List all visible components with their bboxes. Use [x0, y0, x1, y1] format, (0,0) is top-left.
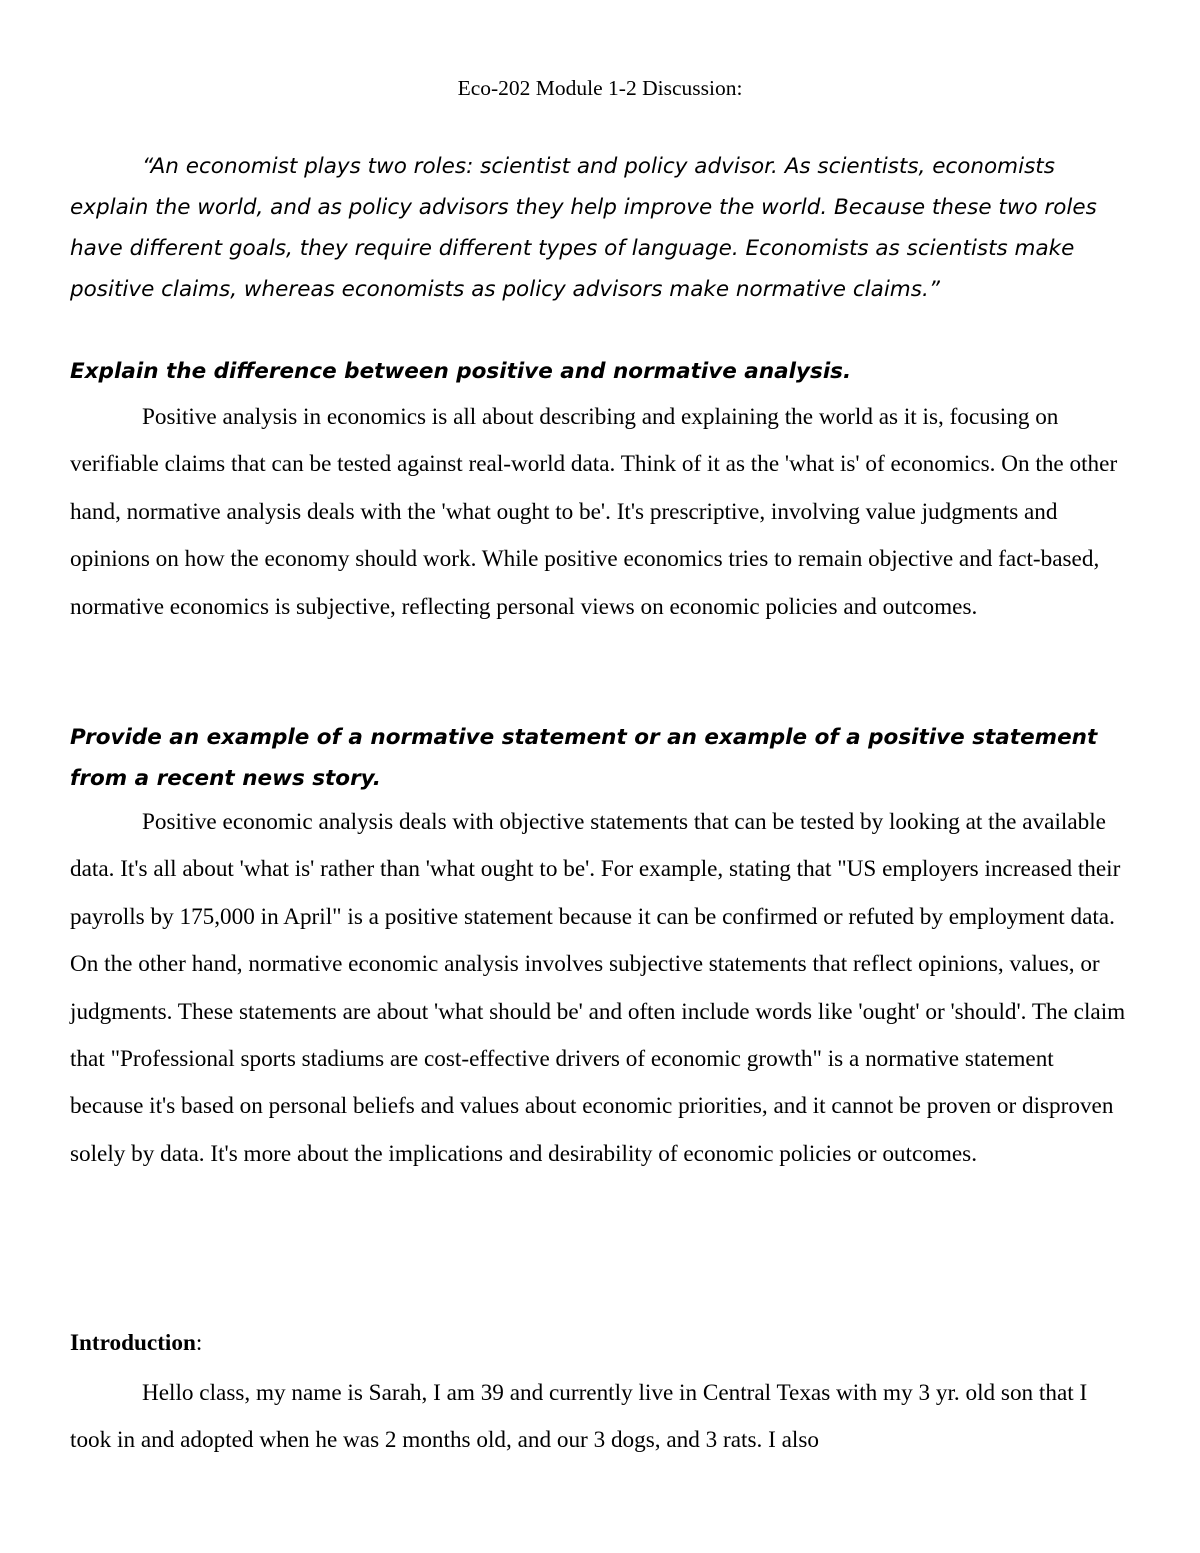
introduction-colon: :	[195, 1330, 203, 1356]
question-2: Provide an example of a normative statement or an example of a positive statement from a recent news story.	[70, 725, 1098, 791]
introduction-label: Introduction	[70, 1330, 196, 1356]
document-page	[70, 0, 1130, 1553]
introduction-text: Hello class, my name is Sarah, I am 39 and currently live in Central Texas with my 3 yr. old son that I took in and adopted when he was 2 months old, and our 3 dogs, and 3 rats. I also	[70, 1380, 1088, 1454]
question-1: Explain the difference between positive and normative analysis.	[70, 359, 852, 384]
answer-2: Positive economic analysis deals with objective statements that can be tested by looking at the available data. It's all about 'what is' rather than 'what ought to be'. For example, stating that "US employers increased their payrolls by 175,000 in April" is a positive statement because it can be confirmed or refuted by employment data. On the other hand, normative economic analysis involves subjective statements that reflect opinions, values, or judgments. These statements are about 'what should be' and often include words like 'ought' or 'should'. The claim that "Professional sports stadiums are cost-effective drivers of economic growth" is a normative statement because it's based on personal beliefs and values about economic priorities, and it cannot be proven or disproven solely by data. It's more about the implications and desirability of economic policies or outcomes.	[70, 809, 1126, 1167]
introduction-heading	[70, 1320, 202, 1367]
answer-1: Positive analysis in economics is all about describing and explaining the world as it is, focusing on verifiable claims that can be tested against real-world data. Think of it as the 'what is' of economics. On the other hand, normative analysis deals with the 'what ought to be'. It's prescriptive, involving value judgments and opinions on how the economy should work. While positive economics tries to remain objective and fact-based, normative economics is subjective, reflecting personal views on economic policies and outcomes.	[70, 404, 1118, 620]
document-title: Eco-202 Module 1-2 Discussion:	[457, 76, 743, 100]
prompt-quote: “An economist plays two roles: scientist and policy advisor. As scientists, economists explain the world, and as policy advisors they help improve the world. Because these two roles have different goals, they require different types of language. Economists as scientists make positive claims, whereas economists as policy advisors make normative claims.”	[70, 154, 1097, 302]
